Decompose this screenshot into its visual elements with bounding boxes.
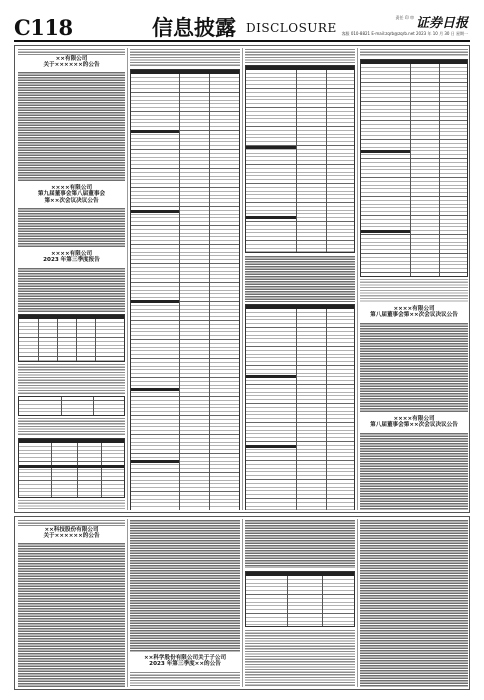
text-block — [18, 72, 125, 182]
income-statement-table — [245, 65, 355, 253]
text-block — [18, 418, 125, 436]
notice-title: 关于××××××的公告 — [43, 62, 100, 69]
bottom-column-2 — [130, 519, 240, 687]
notice-title: 关于××××××的公告 — [43, 533, 100, 540]
text-block — [18, 520, 125, 526]
notice-company: ××××有限公司 — [50, 251, 93, 257]
notice-heading — [360, 416, 468, 429]
text-block — [130, 520, 240, 652]
notice-company: ××××有限公司 — [50, 185, 93, 191]
column-4 — [360, 48, 468, 510]
notice-company: ××科学股份有限公司关于子公司 — [143, 655, 227, 661]
masthead — [14, 12, 470, 42]
notice-company: ××科技股份有限公司 — [44, 527, 99, 533]
text-block — [245, 520, 355, 568]
notice-company: ××××有限公司 — [393, 306, 435, 312]
disclosure-table — [245, 571, 355, 627]
bottom-column-4 — [360, 519, 468, 687]
notice-title: 第八届董事会第××次会议决议公告 — [370, 312, 458, 319]
editor-line: 责任 印 审 — [395, 15, 414, 20]
notice-title: 2023 年第三季度××的公告 — [149, 661, 221, 668]
text-block — [360, 279, 468, 303]
cash-flow-table — [245, 304, 355, 510]
notice-heading — [130, 655, 240, 668]
notice-heading — [18, 185, 125, 204]
notice-title: 2023 年第三季度报告 — [43, 257, 100, 264]
text-block — [18, 208, 125, 248]
balance-sheet-table — [130, 69, 240, 510]
notice-title: 第八届董事会第××次会议决议公告 — [370, 422, 458, 429]
section-title-cn: 信息披露 — [152, 15, 236, 40]
notice-company: ××有限公司 — [55, 56, 88, 62]
text-block — [360, 49, 468, 57]
text-block — [245, 49, 355, 63]
text-block — [245, 256, 355, 302]
text-block — [130, 49, 240, 67]
column-3 — [245, 48, 355, 510]
notice-heading — [18, 251, 125, 264]
text-block — [245, 630, 355, 687]
notice-heading — [360, 306, 468, 319]
section-title-en: DISCLOSURE — [246, 21, 337, 35]
notice-title: 第××次会议决议公告 — [44, 197, 99, 204]
column-1 — [18, 48, 125, 510]
financial-table — [18, 438, 125, 498]
bottom-column-1 — [18, 519, 125, 687]
text-block — [360, 433, 468, 510]
newspaper-brand: 证券日报 — [415, 16, 468, 31]
top-disclosure-region — [14, 45, 470, 513]
text-block — [360, 520, 468, 687]
notice-company: ××××有限公司 — [393, 416, 435, 422]
financial-table — [360, 59, 468, 277]
notice-heading — [18, 56, 125, 69]
text-block — [18, 49, 125, 55]
contact-date-line: 客服 010-8821 E-mail:zqrb@zqrb.net 2023 年 10 月 30 日 星期一 — [341, 31, 468, 36]
notice-title: 第九届董事会第八届董事会 — [37, 191, 106, 198]
column-2 — [130, 48, 240, 510]
text-block — [18, 364, 125, 394]
page-number: C118 — [14, 15, 73, 40]
text-block — [18, 543, 125, 687]
text-block — [360, 323, 468, 413]
bottom-disclosure-region — [14, 516, 470, 690]
notice-heading — [18, 527, 125, 540]
financial-table — [18, 396, 125, 416]
text-block — [18, 268, 125, 312]
bottom-column-3 — [245, 519, 355, 687]
financial-table — [18, 314, 125, 362]
text-block — [18, 500, 125, 510]
text-block — [130, 672, 240, 687]
